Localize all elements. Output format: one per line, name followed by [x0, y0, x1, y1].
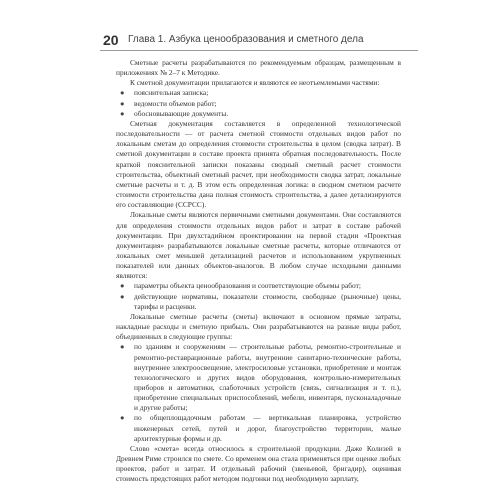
page-number: 20	[103, 32, 119, 48]
list-item-text: ведомости объемов работ;	[134, 98, 217, 108]
bullet-list	[116, 281, 401, 311]
list-item	[116, 109, 401, 119]
bullet-icon: ●	[120, 413, 125, 423]
paragraph: Сметная документация составляется в определенной технологической последовательности — от расчета сметной стоимости отдельных видов работ по локальным сметам до определения стоимости строительства в целом (сводка затрат). В сметной документации в составе проекта принята обратная последовательность. После краткой пояснительной записки показаны сводный сметный расчет стоимости строительства, объектный сметный расчет, при необходимости сводка затрат, локальные сметные расчеты и т. д. В этом есть определенная логика: в сводном сметном расчете стоимости строительства дана полная стоимость строительства, а далее детализируются его составляющие (ССРСС).	[116, 118, 401, 210]
paragraph: Слово «смета» всегда относилось к строительной продукции. Даже Колизей в Древнем Риме строился по смете. Со временем она стала применяться при оценке любых проектов, работ и затрат. И отдельный рабочий (звеньевой, бригадир), оценивая стоимость предстоящих работ методом подгонки под необходимую зарплату,	[116, 443, 401, 484]
chapter-title: Глава 1. Азбука ценообразования и сметного дела	[128, 34, 364, 45]
list-item-text: по общеплощадочным работам — вертикальная планировка, устройство инженерных сетей, путей и дорог, благоустройство территории, малые архитектурные формы и др.	[134, 413, 401, 443]
list-item	[116, 413, 401, 443]
bullet-icon: ●	[120, 342, 125, 352]
list-item	[116, 342, 401, 413]
bullet-icon: ●	[120, 291, 125, 301]
bullet-list	[116, 88, 401, 118]
list-item-text: действующие нормативы, показатели стоимости, свободные (рыночные) цены, тарифы и расценки.	[134, 291, 401, 311]
paragraph: Локальные сметы являются первичными сметными документами. Они составляются для определения стоимости отдельных видов работ и затрат в составе рабочей документации. При двухстадийном проектировании на первой стадии «Проектная документация» разрабатываются локальные сметные расчеты, которые отличаются от локальных смет меньшей детализацией расчетов и использованием укрупненных показателей или данных объектов-аналогов. В любом случае исходными данными являются:	[116, 210, 401, 281]
list-item-text: по зданиям и сооружениям — строительные работы, ремонтно-строительные и ремонтно-реставрационные работы, внутренние санитарно-технические работы, внутреннее электроосвещение, электросиловые установки, приобретение и монтаж технологического и других видов оборудования, контрольно-измерительных приборов и автоматики, слаботочных устройств (связь, сигнализация и т. п.), приобретение специальных приспособлений, мебели, инвентаря, пусконаладочные и другие работы;	[134, 342, 401, 413]
list-item-text: параметры объекта ценообразования и соответствующие объемы работ;	[134, 281, 361, 291]
list-item-text: пояснительная записка;	[134, 88, 209, 98]
list-item	[116, 292, 401, 312]
body-text	[116, 58, 401, 485]
page-header	[0, 0, 500, 54]
paragraph: Локальные сметные расчеты (сметы) включают в основном прямые затраты, накладные расходы и сметную прибыль. Они разрабатываются на разные виды работ, объединенных в следующие группы:	[116, 311, 401, 342]
list-item	[116, 99, 401, 109]
bullet-icon: ●	[120, 108, 125, 118]
list-item-text: обосновывающие документы.	[134, 108, 229, 118]
bullet-icon: ●	[120, 88, 125, 98]
list-item	[116, 281, 401, 291]
header-rule	[100, 50, 418, 51]
list-item	[116, 88, 401, 98]
bullet-list	[116, 342, 401, 444]
paragraph: К сметной документации прилагаются и являются ее неотъемлемыми частями:	[130, 78, 380, 88]
bullet-icon: ●	[120, 281, 125, 291]
bullet-icon: ●	[120, 98, 125, 108]
paragraph: Сметные расчеты разрабатываются по рекомендуемым образцам, размещенным в приложениях № 2–7 к Методике.	[116, 58, 401, 78]
